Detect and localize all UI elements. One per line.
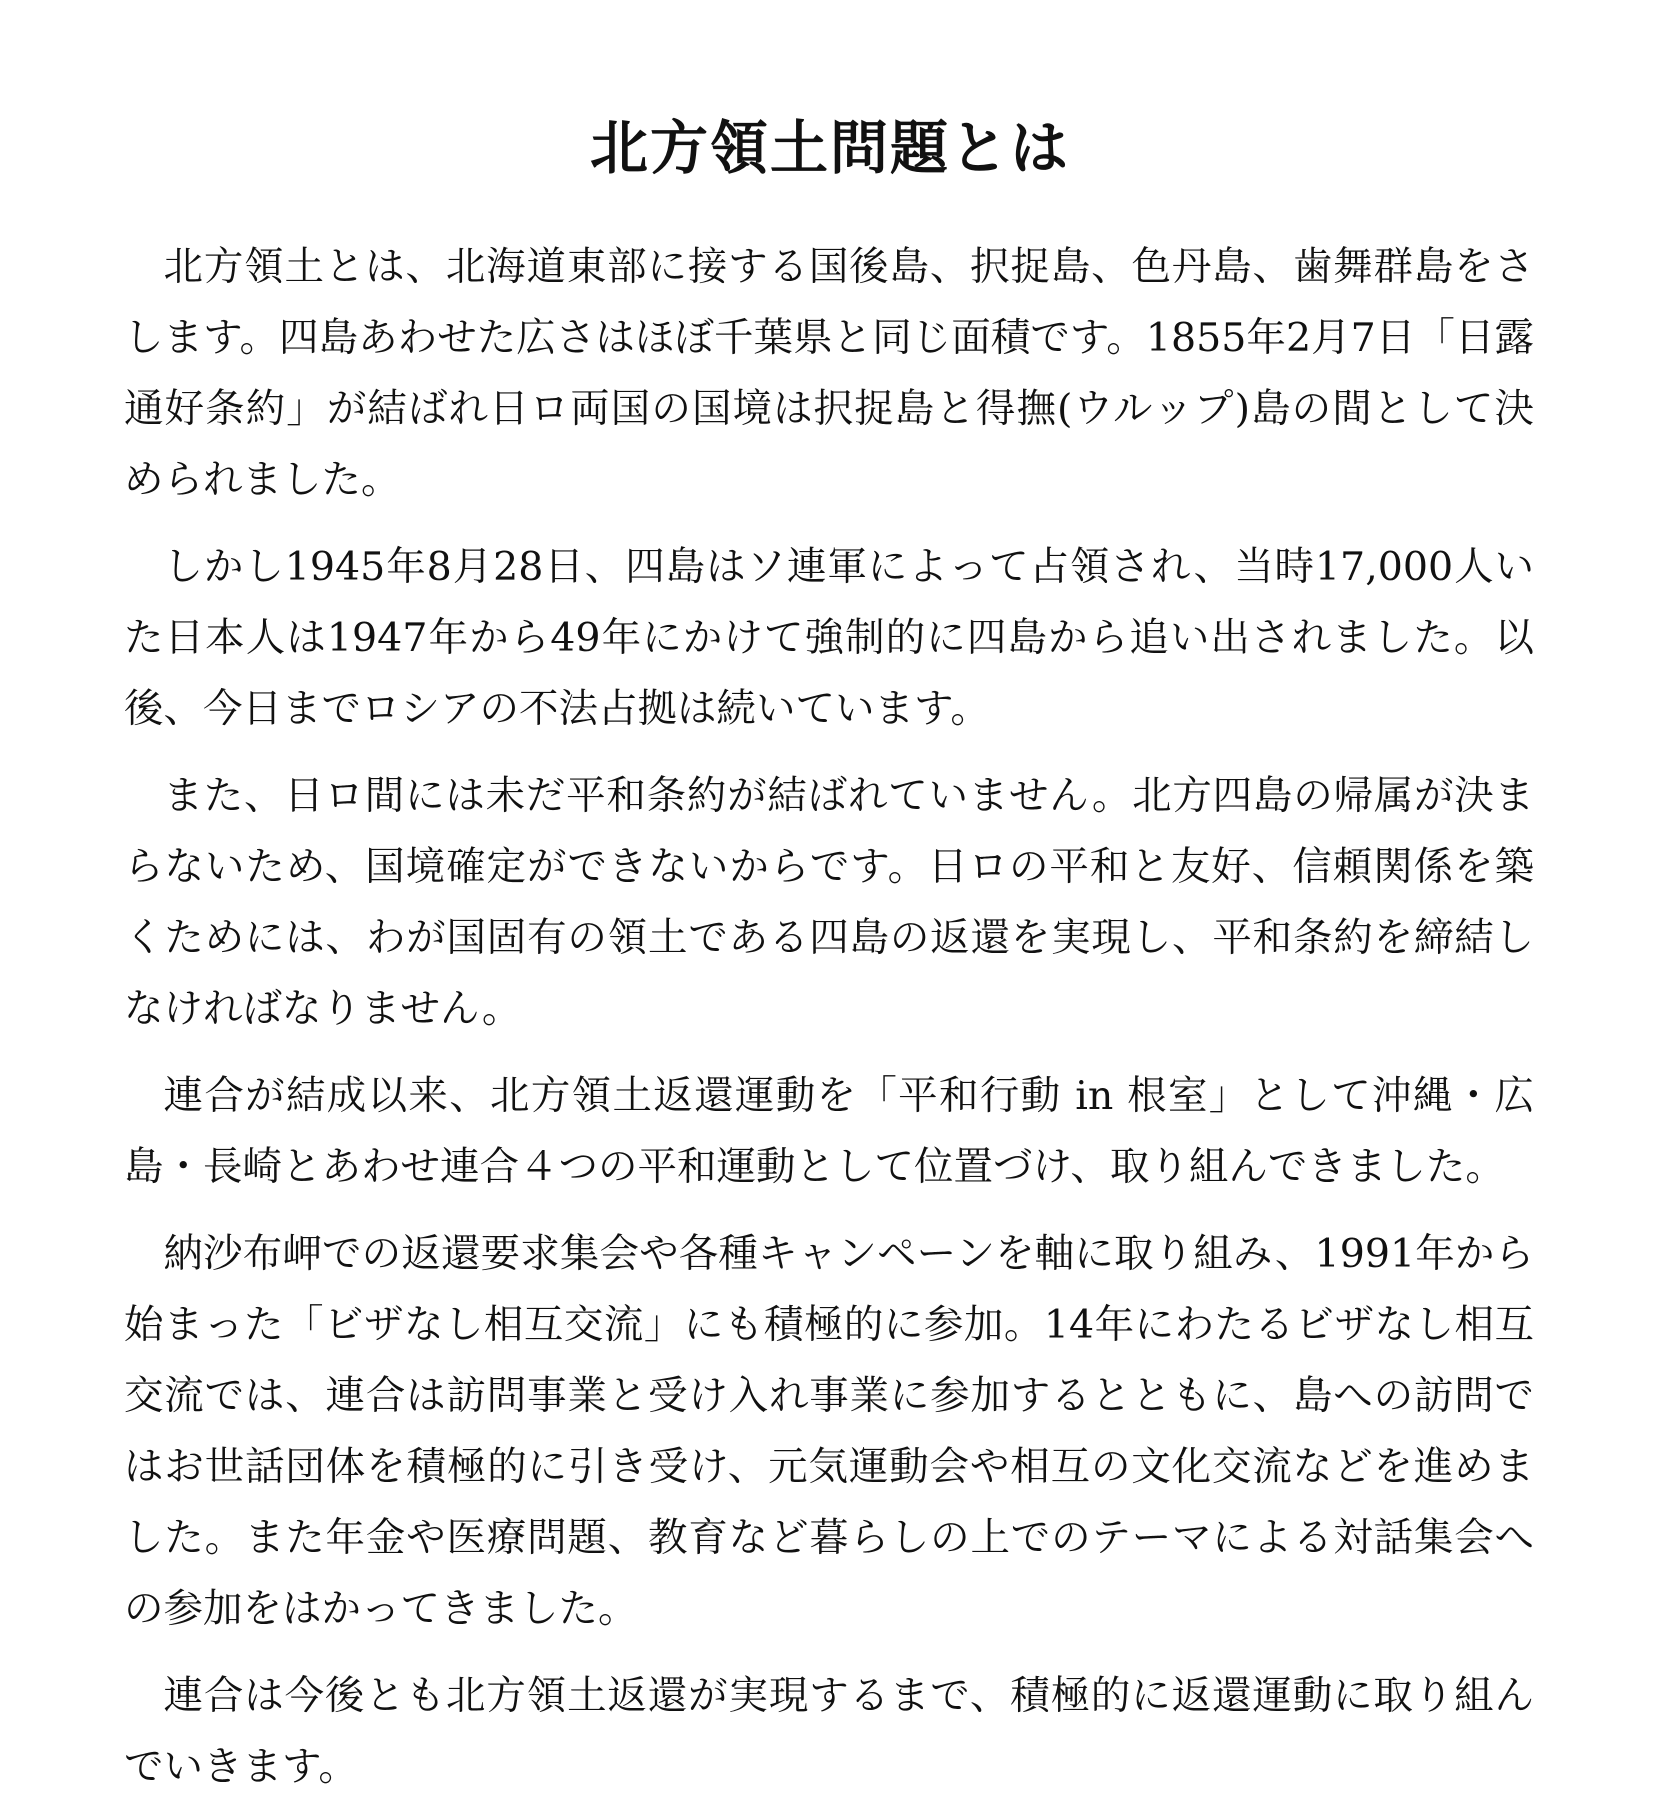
paragraph-peace-action: 連合が結成以来、北方領土返還運動を「平和行動 in 根室」として沖縄・広島・長崎とあわせ連合４つの平和運動として位置づけ、取り組んできました。 <box>124 1073 1534 1190</box>
paragraph-peace-treaty: また、日ロ間には未だ平和条約が結ばれていません。北方四島の帰属が決まらないため、国境確定ができないからです。日ロの平和と友好、信頼関係を築くためには、わが国固有の領土である四島の返還を実現し、平和条約を締結しなければなりません。 <box>124 773 1534 1032</box>
paragraph-future-commitment: 連合は今後とも北方領土返還が実現するまで、積極的に返還運動に取り組んでいきます。 <box>124 1673 1534 1790</box>
page-title: 北方領土問題とは <box>589 114 1070 182</box>
paragraph-occupation: しかし1945年8月28日、四島はソ連軍によって占領され、当時17,000人いた日本人は1947年から49年にかけて強制的に四島から追い出されました。以後、今日までロシアの不法占拠は続いています。 <box>124 544 1534 732</box>
paragraph-location: 北方領土とは、北海道東部に接する国後島、択捉島、色丹島、歯舞群島をさします。四島あわせた広さはほぼ千葉県と同じ面積です。1855年2月7日「日露通好条約」が結ばれ日ロ両国の国境は択捉島と得撫(ウルップ)島の間として決められました。 <box>124 244 1534 503</box>
paragraph-visa-free-exchange: 納沙布岬での返還要求集会や各種キャンペーンを軸に取り組み、1991年から始まった「ビザなし相互交流」にも積極的に参加。14年にわたるビザなし相互交流では、連合は訪問事業と受け入れ事業に参加するとともに、島への訪問ではお世話団体を積極的に引き受け、元気運動会や相互の文化交流などを進めました。また年金や医療問題、教育など暮らしの上でのテーマによる対話集会への参加をはかってきました。 <box>124 1231 1535 1632</box>
body-text <box>124 232 1534 1803</box>
